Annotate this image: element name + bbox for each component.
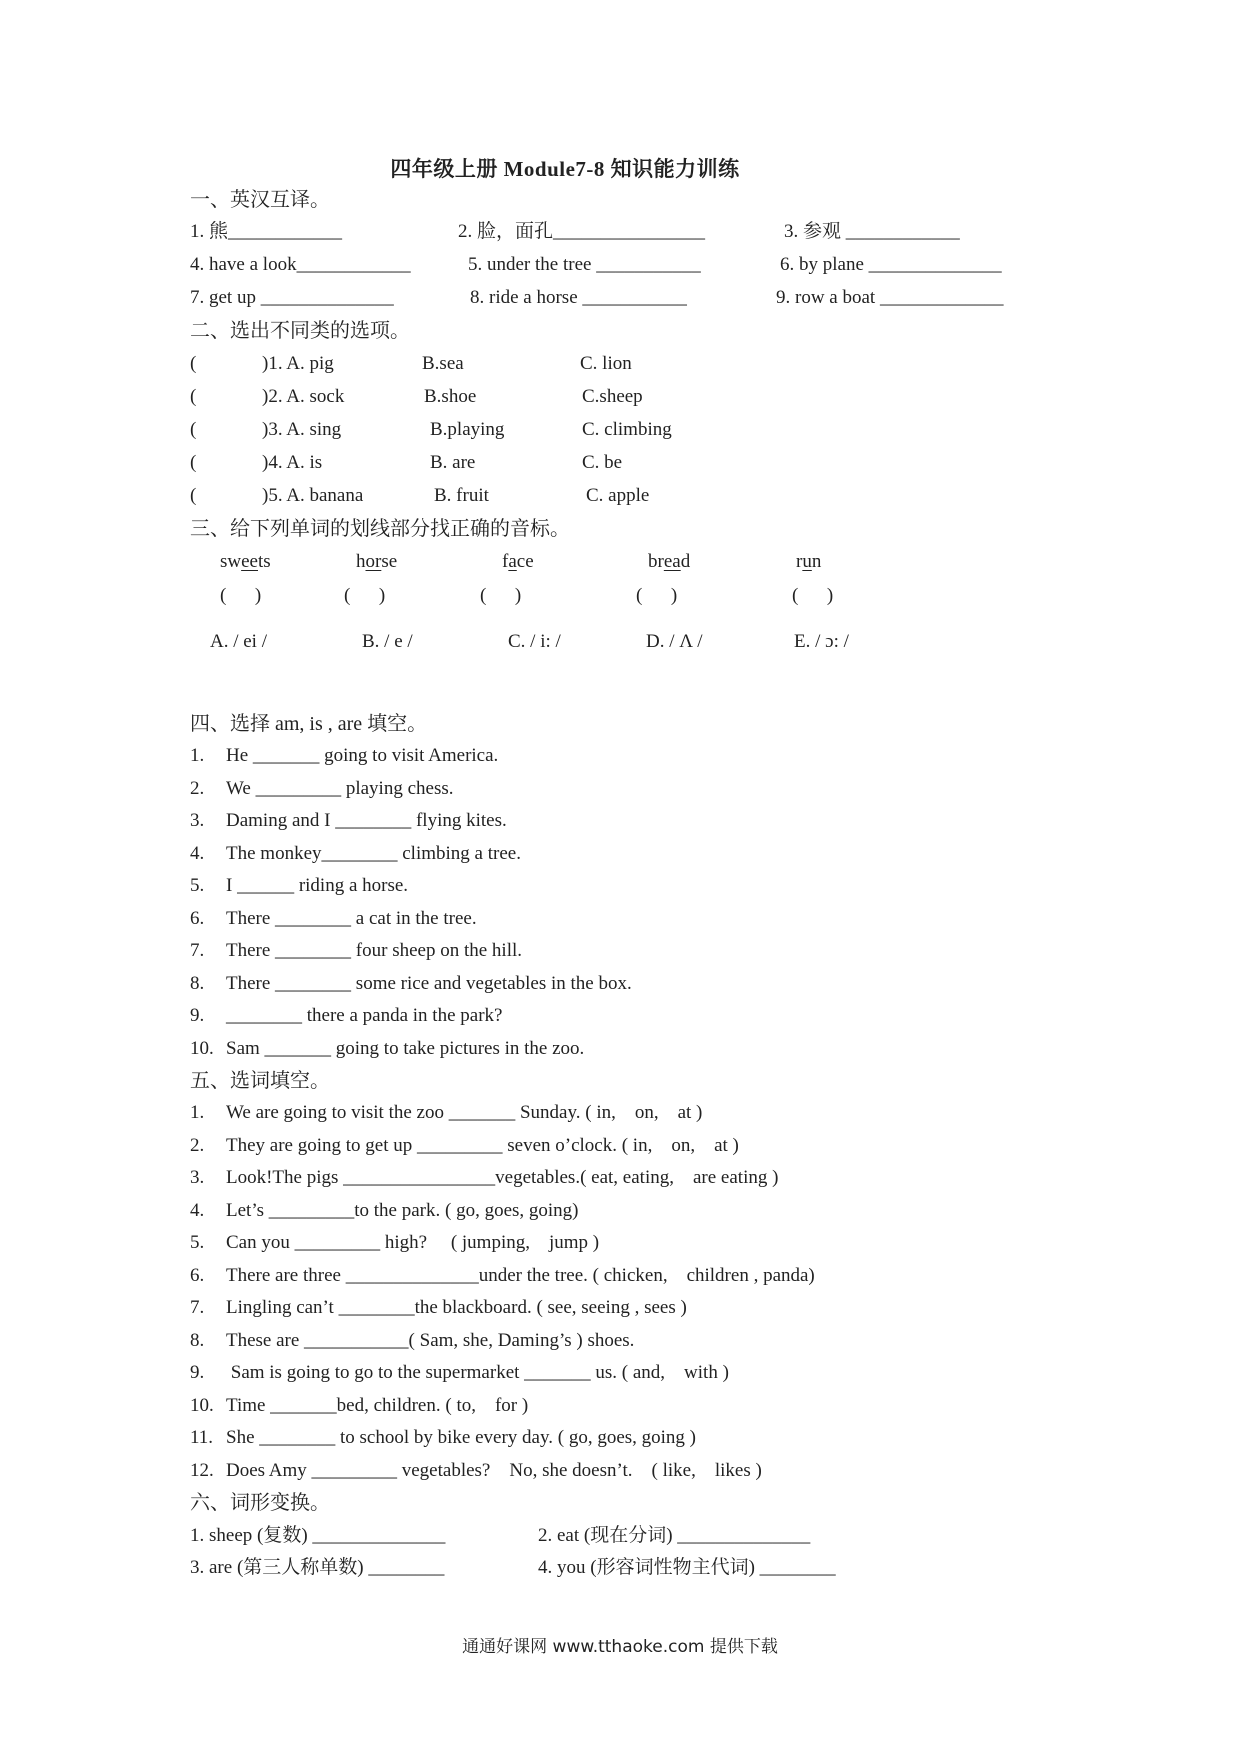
s4-item: 2. We _________ playing chess.: [190, 778, 454, 799]
s3-word-1: sweets: [220, 551, 271, 572]
page-title: 四年级上册 Module7-8 知识能力训练: [390, 157, 740, 181]
s4-item: 6. There ________ a cat in the tree.: [190, 908, 477, 929]
s3-word-3: face: [502, 551, 534, 572]
s2-item-5-a: )5. A. banana: [262, 485, 364, 506]
s2-item-4-a: )4. A. is: [262, 452, 323, 473]
s1-item-2: 2. 脸，面孔________________: [458, 221, 706, 242]
s2-item-5-c: C. apple: [586, 485, 650, 506]
s1-item-9: 9. row a boat _____________: [776, 287, 1004, 308]
s2-item-1-c: C. lion: [580, 353, 632, 374]
section-4-heading: 四、选择 am, is , are 填空。: [190, 713, 428, 735]
s1-item-3: 3. 参观 ____________: [784, 221, 960, 242]
s2-item-1-b: B.sea: [422, 353, 464, 374]
s4-item: 3. Daming and I ________ flying kites.: [190, 810, 507, 831]
section-5-heading: 五、选词填空。: [190, 1070, 330, 1092]
s1-item-5: 5. under the tree ___________: [468, 254, 701, 275]
s2-bracket-3: (: [190, 419, 197, 440]
s2-bracket-2: (: [190, 386, 197, 407]
section-2-heading: 二、选出不同类的选项。: [190, 320, 410, 342]
section-6-heading: 六、词形变换。: [190, 1492, 330, 1514]
s5-item: 3. Look!The pigs ________________vegetables.( eat, eating, are eating ): [190, 1167, 779, 1188]
s5-item: 10. Time _______bed, children. ( to, for ): [190, 1395, 529, 1416]
s3-word-5: run: [796, 551, 822, 572]
s4-item: 4. The monkey________ climbing a tree.: [190, 843, 521, 864]
s5-item: 11. She ________ to school by bike every day. ( go, goes, going ): [190, 1427, 696, 1448]
s3-bracket-1: ( ): [220, 585, 262, 606]
s2-item-5-b: B. fruit: [434, 485, 489, 506]
s2-item-3-c: C. climbing: [582, 419, 672, 440]
s2-bracket-1: (: [190, 353, 197, 374]
s4-item: 8. There ________ some rice and vegetables in the box.: [190, 973, 632, 994]
s2-item-4-b: B. are: [430, 452, 476, 473]
s3-option-a: A. / ei /: [210, 631, 267, 652]
s1-item-6: 6. by plane ______________: [780, 254, 1002, 275]
s3-option-b: B. / e /: [362, 631, 413, 652]
s2-bracket-4: (: [190, 452, 197, 473]
s6-item-3: 3. are (第三人称单数) ________: [190, 1557, 445, 1578]
s5-item: 1. We are going to visit the zoo _______ Sunday. ( in, on, at ): [190, 1102, 703, 1123]
s5-item: 4. Let’s _________to the park. ( go, goes, going): [190, 1200, 579, 1221]
s6-item-1: 1. sheep (复数) ______________: [190, 1525, 446, 1546]
s3-bracket-3: ( ): [480, 585, 522, 606]
s3-option-d: D. / Λ /: [646, 631, 703, 652]
s6-item-4: 4. you (形容词性物主代词) ________: [538, 1557, 836, 1578]
s4-item: 9. ________ there a panda in the park?: [190, 1005, 503, 1026]
s2-item-3-b: B.playing: [430, 419, 505, 440]
s4-item: 1. He _______ going to visit America.: [190, 745, 499, 766]
footer-credit: 通通好课网 www.tthaoke.com 提供下载: [462, 1637, 778, 1657]
s2-item-2-c: C.sheep: [582, 386, 643, 407]
s2-item-3-a: )3. A. sing: [262, 419, 342, 440]
s5-item: 5. Can you _________ high? ( jumping, jump ): [190, 1232, 600, 1253]
s3-bracket-2: ( ): [344, 585, 386, 606]
s4-item: 10. Sam _______ going to take pictures in the zoo.: [190, 1038, 585, 1059]
s3-bracket-5: ( ): [792, 585, 834, 606]
s2-bracket-5: (: [190, 485, 197, 506]
s3-option-c: C. / i: /: [508, 631, 561, 652]
section-3-heading: 三、给下列单词的划线部分找正确的音标。: [190, 518, 570, 540]
s5-item: 9. Sam is going to go to the supermarket _______ us. ( and, with ): [190, 1362, 729, 1383]
section-1-heading: 一、英汉互译。: [190, 189, 330, 211]
s1-item-1: 1. 熊____________: [190, 221, 343, 242]
s3-word-2: horse: [356, 551, 398, 572]
s5-item: 7. Lingling can’t ________the blackboard. ( see, seeing , sees ): [190, 1297, 687, 1318]
s4-item: 7. There ________ four sheep on the hill.: [190, 940, 523, 961]
s1-item-8: 8. ride a horse ___________: [470, 287, 687, 308]
s2-item-2-b: B.shoe: [424, 386, 477, 407]
s3-option-e: E. / ɔ: /: [794, 631, 849, 652]
s2-item-4-c: C. be: [582, 452, 623, 473]
s1-item-4: 4. have a look____________: [190, 254, 411, 275]
s5-item: 6. There are three ______________under the tree. ( chicken, children , panda): [190, 1265, 815, 1286]
s1-item-7: 7. get up ______________: [190, 287, 394, 308]
s6-item-2: 2. eat (现在分词) ______________: [538, 1525, 811, 1546]
s5-item: 12. Does Amy _________ vegetables? No, she doesn’t. ( like, likes ): [190, 1460, 762, 1481]
s2-item-2-a: )2. A. sock: [262, 386, 345, 407]
s5-item: 8. These are ___________( Sam, she, Daming’s ) shoes.: [190, 1330, 635, 1351]
s3-bracket-4: ( ): [636, 585, 678, 606]
s2-item-1-a: )1. A. pig: [262, 353, 334, 374]
s3-word-4: bread: [648, 551, 691, 572]
s4-item: 5. I ______ riding a horse.: [190, 875, 409, 896]
s5-item: 2. They are going to get up _________ seven o’clock. ( in, on, at ): [190, 1135, 739, 1156]
